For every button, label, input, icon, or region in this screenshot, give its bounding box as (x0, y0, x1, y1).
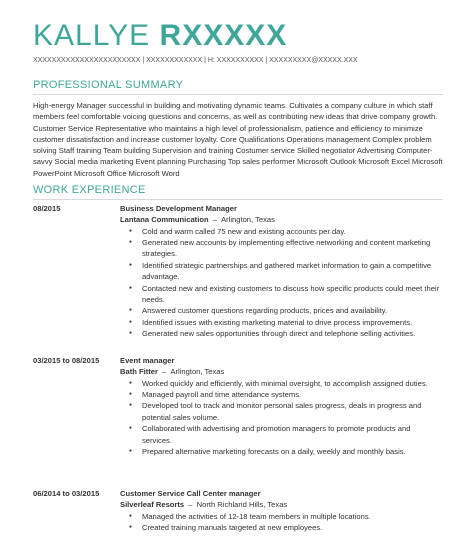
contact-line: XXXXXXXXXXXXXXXXXXXXXXX | XXXXXXXXXXXX | H: XXXXXXXXXX | XXXXXXXXX@XXXXX.XXX (33, 57, 358, 64)
job-company-line (120, 499, 440, 511)
job-details (120, 488, 440, 533)
list-item: ● Developed tool to track and monitor personal sales progress, deals in progress and potential sales volume. (120, 400, 440, 423)
company-name: Lantana Communication (120, 215, 209, 224)
summary-text: High-energy Manager successful in building and motivating dynamic teams. Cultivates a company culture in which staff members feel comfortable voicing questions and concerns, as well as contributing new ideas that drive company growth. Customer Service Representative who maintains a high level of professionalism, patience and efficiency to minimize customer dissatisfaction and increase customer loyalty. Core Qualifications Operations management Complex problem solving Staff training Team building Supervision and training Costumer service Skilled negotiator Advertising Computer-savvy Social media marketing Event planning Purchasing Top sales performer Microsoft Outlook Microsoft Excel Microsoft PowerPoint Microsoft Office Microsoft Word (33, 101, 443, 178)
job-date: 08/2015 (33, 204, 61, 213)
first-name: KALLYE (33, 19, 151, 52)
job-location: North Richland Hills, Texas (196, 500, 288, 509)
job-company-line (120, 214, 440, 226)
company-name: Bath Fitter (120, 367, 158, 376)
job-company-line (120, 366, 440, 378)
job-date: 03/2015 to 08/2015 (33, 356, 100, 365)
job-title: Event manager (120, 356, 175, 365)
experience-heading: WORK EXPERIENCE (33, 184, 443, 200)
job-location: Arlington, Texas (221, 215, 275, 224)
job-duties (120, 511, 440, 534)
separator-dash: – (210, 215, 220, 224)
job-duties (120, 378, 440, 458)
list-item: ● Identified issues with existing marketing material to drive process improvements. (120, 317, 440, 328)
job-details (120, 355, 440, 457)
list-item: ● Collaborated with advertising and promotion managers to promote products and services. (120, 423, 440, 446)
list-item: ● Worked quickly and efficiently, with minimal oversight, to accomplish assigned duties. (120, 378, 440, 389)
list-item: ● Generated new sales opportunities through direct and telephone selling activities. (120, 328, 440, 339)
list-item: ● Generated new accounts by implementing effective networking and content marketing strategies. (120, 237, 440, 260)
list-item: ● Answered customer questions regarding products, prices and availability. (120, 305, 440, 316)
list-item: ● Managed payroll and time attendance systems. (120, 389, 440, 400)
list-item: ● Identified strategic partnerships and gathered market information to gain a competitive advantage. (120, 260, 440, 283)
candidate-name (33, 18, 287, 54)
job-location: Arlington, Texas (170, 367, 225, 376)
summary-heading: PROFESSIONAL SUMMARY (33, 79, 443, 95)
job-date: 06/2014 to 03/2015 (33, 489, 100, 498)
last-name: RXXXXX (159, 19, 288, 52)
job-title: Customer Service Call Center manager (120, 489, 261, 498)
list-item: ● Cold and warm called 75 new and existing accounts per day. (120, 226, 440, 237)
list-item: ● Contacted new and existing customers to discuss how specific products could meet their needs. (120, 283, 440, 306)
list-item: ● Prepared alternative marketing forecasts on a daily, weekly and monthly basis. (120, 446, 440, 457)
job-title: Business Development Manager (120, 204, 237, 213)
job-duties (120, 226, 440, 340)
list-item: ● Created training manuals targeted at new employees. (120, 522, 440, 533)
list-item: ● Managed the activities of 12-18 team members in multiple locations. (120, 511, 440, 522)
company-name: Silverleaf Resorts (120, 500, 185, 509)
separator-dash: – (159, 367, 169, 376)
job-details (120, 203, 440, 340)
separator-dash: – (186, 500, 195, 509)
